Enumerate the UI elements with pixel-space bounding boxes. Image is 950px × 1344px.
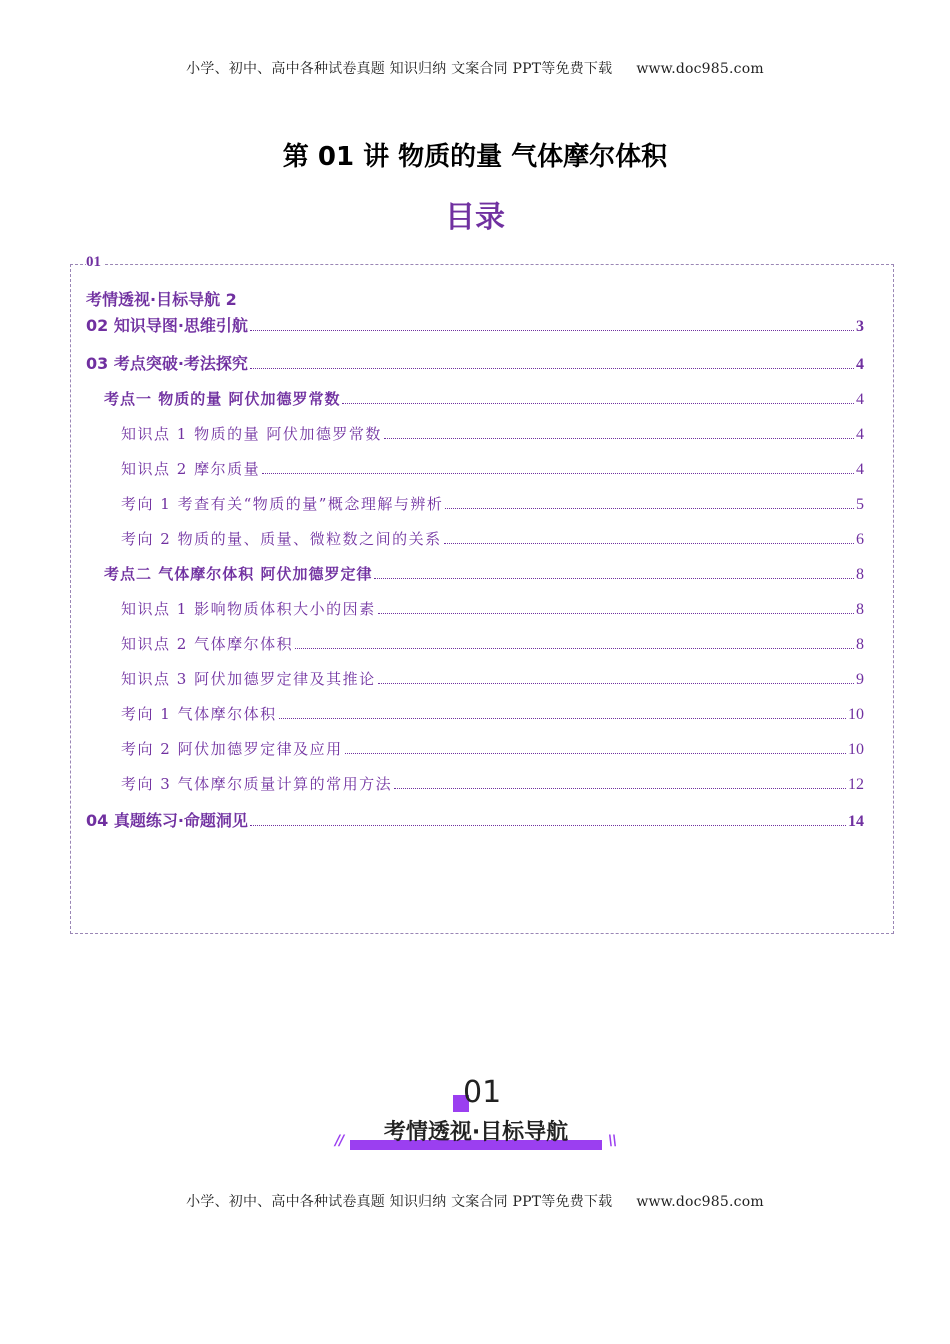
toc-leader [262,462,854,474]
page-footer [0,1191,950,1211]
toc-leader [378,602,854,614]
toc-entry-text: 考向 3 气体摩尔质量计算的常用方法 [121,775,393,793]
toc-page-number: 4 [856,461,864,478]
toc-entry-text: 04 真题练习·命题洞见 [86,811,248,830]
toc-entry-text: 考点一 物质的量 阿伏加德罗常数 [104,390,341,408]
toc-heading: 目录 [445,200,505,235]
toc-entry-kaoxiang[interactable] [121,528,864,549]
toc-leader [384,427,854,439]
toc-leader [394,777,846,789]
header-site-link[interactable]: www.doc985.com [636,61,764,77]
toc-entry-text: 知识点 3 阿伏加德罗定律及其推论 [121,670,376,688]
toc-entry-zhishidian[interactable] [121,668,864,689]
toc-entry-text: 考向 1 气体摩尔体积 [121,705,277,723]
toc-entry-text: 知识点 2 摩尔质量 [121,460,261,478]
toc-entry-text: 知识点 2 气体摩尔体积 [121,635,294,653]
toc-entry-kaoxiang[interactable] [121,493,864,514]
toc-page-number: 8 [856,636,864,653]
toc-leader [445,497,854,509]
toc-leader [279,707,846,719]
toc-entry-kaoxiang[interactable] [121,773,864,794]
toc-entry-text: 知识点 1 物质的量 阿伏加德罗常数 [121,425,382,443]
toc-entry-zhishidian[interactable] [121,633,864,654]
toc-leader [444,532,854,544]
toc-page-number: 9 [856,671,864,688]
toc-page-number: 14 [848,813,864,830]
toc-page-number: 4 [856,356,864,373]
banner-left-mark: // [335,1133,344,1149]
toc-entry-text: 考向 2 物质的量、质量、微粒数之间的关系 [121,530,442,548]
toc-entry-text: 02 知识导图·思维引航 [86,316,248,335]
toc-entry-section-01[interactable]: 考情透视·目标导航 2 [86,290,237,309]
toc-leader [378,672,854,684]
toc-leader [345,742,846,754]
toc-page-number: 3 [856,318,864,335]
banner-number: 01 [463,1075,502,1110]
toc-page-number: 8 [856,566,864,583]
toc-entry-kaoxiang[interactable] [121,738,864,759]
toc-leader [250,318,854,331]
toc-entry-zhishidian[interactable] [121,458,864,479]
toc-leader [342,392,854,404]
toc-page-number: 4 [856,391,864,408]
toc-leader [250,356,854,369]
header-text: 小学、初中、高中各种试卷真题 知识归纳 文案合同 PPT等免费下载 [186,61,613,77]
toc-entry-section-03[interactable] [86,351,864,374]
toc-page-number: 12 [848,776,864,793]
toc-page-number: 10 [848,741,864,758]
toc-page-number: 8 [856,601,864,618]
toc-page-number: 5 [856,496,864,513]
toc-entry-kaodian-1[interactable] [104,388,864,409]
toc-entry-zhishidian[interactable] [121,423,864,444]
toc-leader [374,567,854,579]
document-title: 第 01 讲 物质的量 气体摩尔体积 [282,142,668,172]
toc-entry-text: 03 考点突破·考法探究 [86,354,248,373]
banner-right-mark: \\ [608,1133,617,1149]
footer-site-link[interactable]: www.doc985.com [636,1194,764,1210]
banner-title: 考情透视·目标导航 [383,1120,569,1145]
toc-entry-section-04[interactable] [86,808,864,831]
toc-entry-text: 考向 1 考查有关“物质的量”概念理解与辨析 [121,495,444,513]
page-header [0,58,950,78]
toc-entry-text: 考点二 气体摩尔体积 阿伏加德罗定律 [104,565,373,583]
toc-page-number: 10 [848,706,864,723]
toc-entry-text: 知识点 1 影响物质体积大小的因素 [121,600,376,618]
toc-entry-zhishidian[interactable] [121,598,864,619]
toc-page-number: 6 [856,531,864,548]
toc-entry-kaoxiang[interactable] [121,703,864,724]
toc-entry-kaodian-2[interactable] [104,563,864,584]
toc-section-number: 01 [86,254,101,270]
toc-leader [250,813,846,826]
toc-entry-section-02[interactable] [86,313,864,336]
footer-text: 小学、初中、高中各种试卷真题 知识归纳 文案合同 PPT等免费下载 [186,1194,613,1210]
toc-entry-text: 考向 2 阿伏加德罗定律及应用 [121,740,343,758]
toc-leader [295,637,854,649]
toc-page-number: 4 [856,426,864,443]
